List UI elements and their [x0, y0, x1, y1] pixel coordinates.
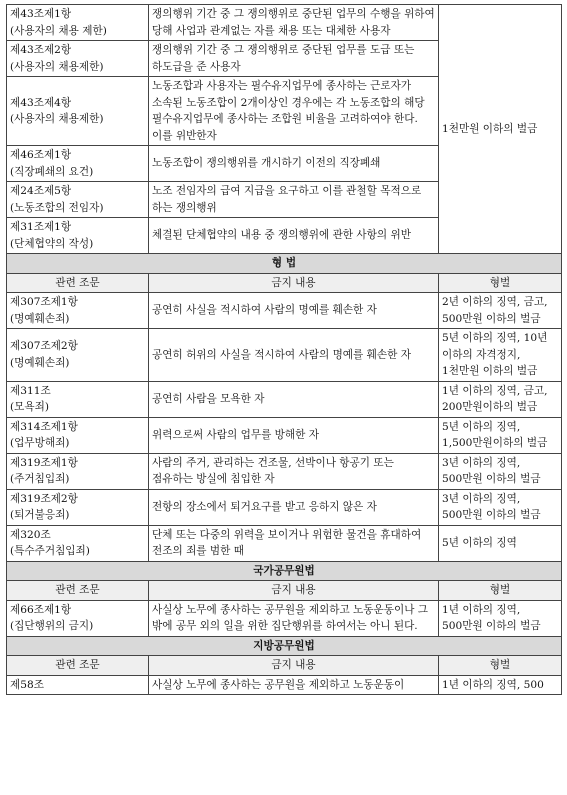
clause-cell [7, 5, 149, 41]
prohibited-content: 사실상 노무에 종사하는 공무원을 제외하고 노동운동이 [149, 675, 439, 695]
penalty-cell: 5년 이하의 징역 [439, 525, 562, 561]
prohibited-content: 노동조합과 사용자는 필수유지업무에 종사하는 근로자가 소속된 노동조합이 2개이상인 경우에는 각 노동조합의 해당 필수유지업무에 종사하는 조합원 비율을 고려하여야 한다. 이를 위반한자 [149, 77, 439, 146]
prohibited-content: 노조 전임자의 급여 지급을 요구하고 이를 관철할 목적으로 하는 쟁의행위 [149, 182, 439, 218]
section-row [7, 636, 562, 656]
penalty-cell: 1년 이하의 징역, 금고, 200만원이하의 벌금 [439, 381, 562, 417]
clause-title: (주거침입죄) [10, 473, 70, 485]
clause-article: 제320조 [10, 528, 51, 541]
header-penalty: 형벌 [439, 581, 562, 601]
prohibited-content: 단체 또는 다중의 위력을 보이거나 위험한 물건을 휴대하여 전조의 죄를 범한 때 [149, 525, 439, 561]
clause-cell [7, 41, 149, 77]
section-row [7, 254, 562, 274]
header-clause: 관련 조문 [7, 273, 149, 293]
prohibited-content: 사실상 노무에 종사하는 공무원을 제외하고 노동운동이나 그 밖에 공무 외의 일을 위한 집단행위를 하여서는 아니 된다. [149, 600, 439, 636]
table-row [7, 417, 562, 453]
table-row [7, 5, 562, 41]
prohibited-content: 쟁의행위 기간 중 그 쟁의행위로 중단된 업무의 수행을 위하여 당해 사업과 관계없는 자를 채용 또는 대체한 사용자 [149, 5, 439, 41]
header-content: 금지 내용 [149, 656, 439, 676]
clause-cell [7, 675, 149, 695]
clause-article: 제24조제5항 [10, 185, 72, 197]
table-row [7, 453, 562, 489]
section-title: 형 법 [7, 254, 562, 274]
clause-title: (직장폐쇄의 요건) [10, 165, 94, 178]
table-row [7, 489, 562, 525]
table-row [7, 525, 562, 561]
clause-article: 제31조제1항 [10, 221, 72, 233]
clause-article: 제314조제1항 [10, 420, 78, 433]
clause-cell [7, 218, 149, 254]
clause-article: 제43조제1항 [10, 8, 72, 20]
header-row [7, 273, 562, 293]
clause-title: (업무방해죄) [10, 437, 70, 449]
section-row [7, 561, 562, 581]
clause-cell [7, 381, 149, 417]
header-clause: 관련 조문 [7, 581, 149, 601]
prohibited-content: 사람의 주거, 관리하는 건조물, 선박이나 항공기 또는 점유하는 방실에 침입한 자 [149, 453, 439, 489]
clause-cell [7, 525, 149, 561]
clause-article: 제307조제2항 [10, 340, 78, 353]
clause-article: 제43조제2항 [10, 44, 72, 56]
prohibited-content: 전항의 장소에서 퇴거요구를 받고 응하지 않은 자 [149, 489, 439, 525]
clause-cell [7, 293, 149, 329]
header-penalty: 형벌 [439, 273, 562, 293]
clause-article: 제66조제1항 [10, 603, 72, 616]
clause-article: 제307조제1항 [10, 296, 78, 308]
clause-title: (퇴거불응죄) [10, 509, 70, 521]
clause-title: (특수주거침입죄) [10, 545, 90, 557]
penalty-table-body [7, 5, 562, 695]
prohibited-content: 위력으로써 사람의 업무를 방해한 자 [149, 417, 439, 453]
clause-title: (집단행위의 금지) [10, 620, 94, 632]
section-title: 국가공무원법 [7, 561, 562, 581]
clause-article: 제319조제2항 [10, 492, 78, 505]
table-row [7, 329, 562, 382]
prohibited-content: 노동조합이 쟁의행위를 개시하기 이전의 직장폐쇄 [149, 146, 439, 182]
penalty-table [6, 4, 562, 695]
clause-title: (단체협약의 작성) [10, 237, 94, 250]
clause-cell [7, 417, 149, 453]
penalty-cell: 1년 이하의 징역, 500 [439, 675, 562, 695]
clause-cell [7, 182, 149, 218]
clause-article: 제46조제1항 [10, 149, 72, 161]
header-penalty: 형벌 [439, 656, 562, 676]
table-row [7, 675, 562, 695]
table-row [7, 381, 562, 417]
clause-article: 제319조제1항 [10, 456, 78, 469]
clause-title: (노동조합의 전임자) [10, 201, 104, 214]
prohibited-content: 공연히 허위의 사실을 적시하여 사람의 명예를 훼손한 자 [149, 329, 439, 382]
header-row [7, 581, 562, 601]
header-content: 금지 내용 [149, 581, 439, 601]
prohibited-content: 체결된 단체협약의 내용 중 쟁의행위에 관한 사항의 위반 [149, 218, 439, 254]
penalty-cell: 1천만원 이하의 벌금 [439, 5, 562, 254]
penalty-cell: 5년 이하의 징역, 10년 이하의 자격정지, 1천만원 이하의 벌금 [439, 329, 562, 382]
prohibited-content: 공연히 사실을 적시하여 사람의 명예를 훼손한 자 [149, 293, 439, 329]
table-row [7, 600, 562, 636]
header-row [7, 656, 562, 676]
header-clause: 관련 조문 [7, 656, 149, 676]
clause-cell [7, 489, 149, 525]
section-title: 지방공무원법 [7, 636, 562, 656]
penalty-cell: 3년 이하의 징역, 500만원 이하의 벌금 [439, 489, 562, 525]
penalty-cell: 2년 이하의 징역, 금고, 500만원 이하의 벌금 [439, 293, 562, 329]
prohibited-content: 쟁의행위 기간 중 그 쟁의행위로 중단된 업무를 도급 또는 하도급을 준 사용자 [149, 41, 439, 77]
clause-cell [7, 453, 149, 489]
clause-article: 제58조 [10, 678, 44, 691]
penalty-cell: 3년 이하의 징역, 500만원 이하의 벌금 [439, 453, 562, 489]
clause-article: 제43조제4항 [10, 96, 72, 109]
clause-cell [7, 600, 149, 636]
prohibited-content: 공연히 사람을 모욕한 자 [149, 381, 439, 417]
clause-title: (명예훼손죄) [10, 312, 70, 325]
clause-title: (사용자의 채용제한) [10, 60, 104, 73]
clause-cell [7, 329, 149, 382]
clause-article: 제311조 [10, 384, 51, 397]
penalty-cell: 1년 이하의 징역, 500만원 이하의 벌금 [439, 600, 562, 636]
clause-title: (사용자의 채용제한) [10, 113, 104, 125]
clause-cell [7, 77, 149, 146]
clause-title: (모욕죄) [10, 401, 49, 413]
clause-title: (명예훼손죄) [10, 356, 70, 369]
table-row [7, 293, 562, 329]
header-content: 금지 내용 [149, 273, 439, 293]
clause-cell [7, 146, 149, 182]
clause-title: (사용자의 채용 제한) [10, 24, 107, 37]
penalty-cell: 5년 이하의 징역, 1,500만원이하의 벌금 [439, 417, 562, 453]
